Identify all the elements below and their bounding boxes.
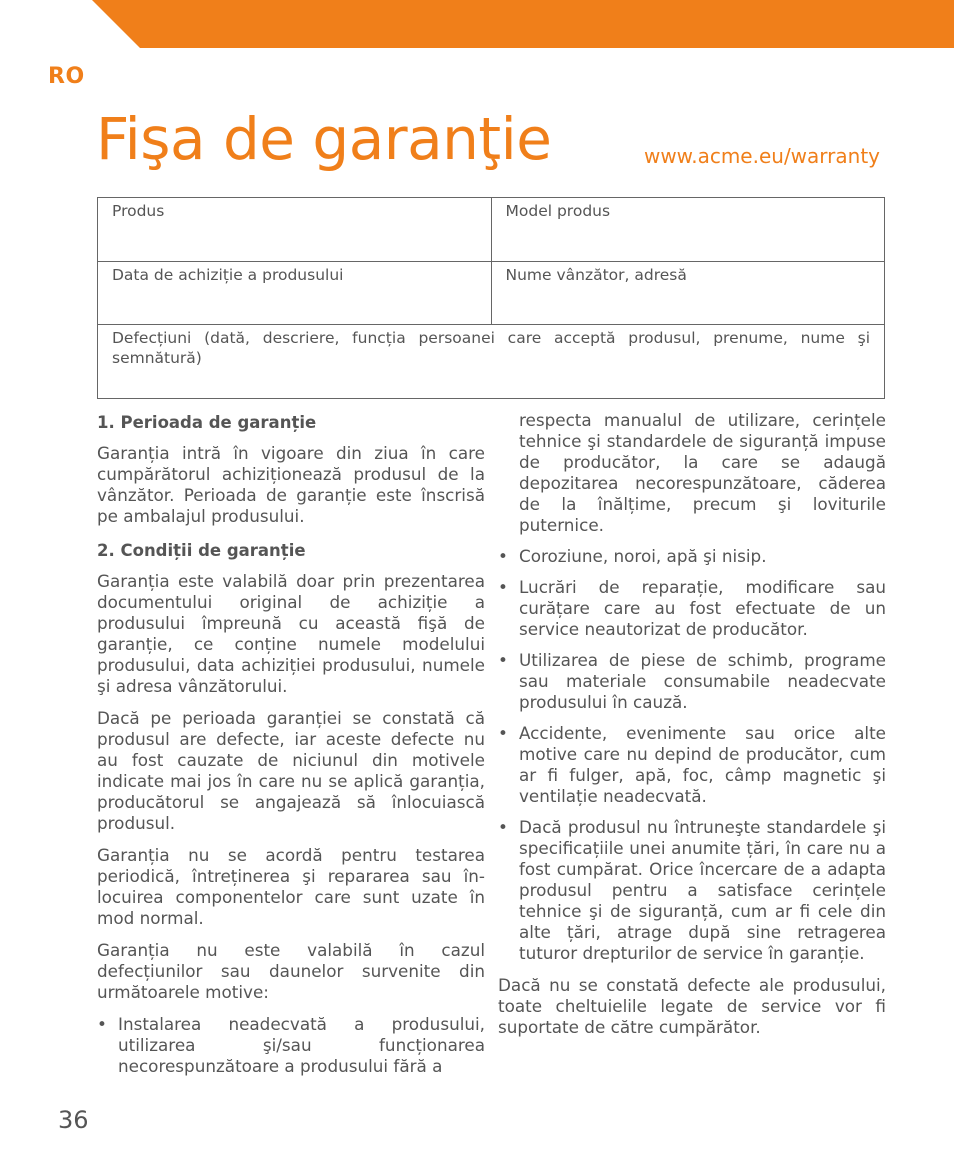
right-column (498, 410, 886, 1049)
language-code: RO (48, 64, 85, 89)
exclusions-list-continued (498, 546, 886, 964)
form-row-defects (98, 325, 884, 397)
paragraph-conditions-2: Dacă pe perioada garanției se constată că produsul are defecte, iar aceste defecte nu au fost cauzate de niciunul din motivele indicate mai jos în care nu se aplică garanția, producătorul se angajează să înlocuiască produsul. (97, 708, 485, 833)
left-column (97, 410, 485, 1088)
list-item-continuation: respecta manualul de utilizare, cerințele tehnice şi standardele de siguranță impuse de producător, la care se adaugă depozitarea necorespunzătoare, căderea de la înălțime, precum şi loviturile puternice. (519, 410, 886, 535)
form-row-purchase (98, 262, 884, 325)
form-row-product (98, 198, 884, 262)
bullet-icon: • (498, 650, 508, 670)
bullet-icon: • (97, 1014, 107, 1034)
list-item: • Dacă produsul nu întruneşte standardele şi specificațiile unei anumite țări, în care nu a fost cumpărat. Orice încercare de a adapta produsul pentru a satisface cerințele tehnice şi de siguranță, cum ar fi cele din alte țări, atrage după sine retragerea tuturor drepturilor de service în garanție. (498, 817, 886, 963)
warranty-form (97, 197, 885, 399)
list-item: • Utilizarea de piese de schimb, programe sau materiale consumabile neadecvate produsului în cauză. (498, 650, 886, 712)
paragraph-conditions-1: Garanția este valabilă doar prin prezentarea documentului original de achiziție a produsului împreună cu această fişă de garanție, ce conține numele modelului produsului, data achiziției produsului, numele şi adresa vânzătorului. (97, 571, 485, 696)
list-item: • Accidente, evenimente sau orice alte motive care nu depind de producător, cum ar fi fulger, apă, foc, câmp magnetic şi ventilație neadecvată. (498, 723, 886, 806)
paragraph-closing: Dacă nu se constată defecte ale produsului, toate cheltuielile legate de service vor fi suportate de către cumpărător. (498, 975, 886, 1037)
list-item: • Coroziune, noroi, apă şi nisip. (498, 546, 767, 566)
field-product[interactable]: Produs (112, 202, 165, 220)
paragraph-conditions-4: Garanția nu este valabilă în cazul defecțiunilor sau daunelor survenite din următoarele motive: (97, 940, 485, 1002)
field-seller[interactable]: Nume vânzător, adresă (491, 262, 885, 324)
field-purchase-date[interactable]: Data de achiziție a produsului (112, 266, 344, 284)
warranty-url: www.acme.eu/warranty (643, 144, 880, 168)
field-model[interactable]: Model produs (491, 198, 885, 261)
section-heading-warranty-period: 1. Perioada de garanție (97, 413, 317, 432)
paragraph-conditions-3: Garanția nu se acordă pentru testarea periodică, întreținerea şi repararea sau în-locuirea componentelor care sunt uzate în mod normal. (97, 845, 485, 928)
section-heading-warranty-conditions: 2. Condiții de garanție (97, 541, 306, 560)
list-item: • Lucrări de reparație, modificare sau curățare care au fost efectuate de un service neautorizat de producător. (498, 577, 886, 639)
paragraph-warranty-period: Garanția intră în vigoare din ziua în care cumpărătorul achiziționează produsul de la vânzător. Perioada de garanție este înscrisă pe ambalajul produsului. (97, 443, 485, 526)
bullet-icon: • (498, 723, 508, 743)
top-accent-bar (0, 0, 954, 48)
page-title: Fişa de garanţie (96, 105, 552, 173)
field-defects[interactable]: Defecțiuni (dată, descriere, funcția persoanei care acceptă produsul, prenume, nume şi semnătură) (112, 329, 870, 368)
page-number: 36 (58, 1106, 89, 1134)
bullet-icon: • (498, 817, 508, 837)
bullet-icon: • (498, 577, 508, 597)
list-item: • Instalarea neadecvată a produsului, utilizarea şi/sau funcționarea necorespunzătoare a produsului fără a (97, 1014, 485, 1076)
exclusions-list (97, 1014, 485, 1077)
bullet-icon: • (498, 546, 508, 566)
